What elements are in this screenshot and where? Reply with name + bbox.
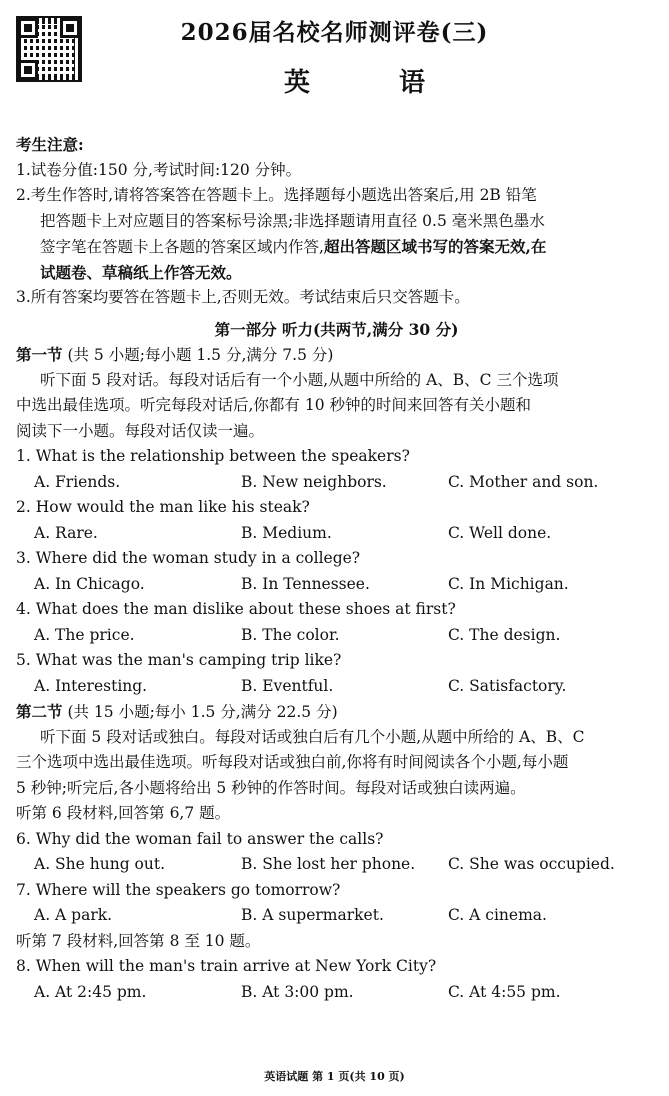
section1-label: 第一节 <box>16 345 63 364</box>
subject-title: 英 语 <box>283 68 466 98</box>
option-a: A. In Chicago. <box>34 574 145 593</box>
question-1-options <box>16 470 657 496</box>
question-2-options <box>16 521 657 547</box>
section2-instruction-3: 5 秒钟;听完后,各小题将给出 5 秒钟的作答时间。每段对话或独白读两遍。 <box>16 778 526 797</box>
exam-body <box>16 132 657 1005</box>
notice-item-2-line-1: 2.考生作答时,请将答案答在答题卡上。选择题每小题选出答案后,用 2B 铅笔 <box>16 186 537 204</box>
question-1: 1. What is the relationship between the speakers? <box>16 447 410 465</box>
notice-item-1: 1.试卷分值:150 分,考试时间:120 分钟。 <box>16 160 302 179</box>
question-4: 4. What does the man dislike about these shoes at first? <box>16 600 456 618</box>
question-6: 6. Why did the woman fail to answer the calls? <box>16 829 384 848</box>
question-4-options <box>16 623 657 649</box>
question-7-options <box>16 903 657 929</box>
option-c: C. In Michigan. <box>448 574 569 593</box>
notice-item-2-line-3 <box>16 234 657 260</box>
section2-instruction-1: 听下面 5 段对话或独白。每段对话或独白后有几个小题,从题中所给的 A、B、C <box>40 727 585 746</box>
notice-item-2-line-4: 试题卷、草稿纸上作答无效。 <box>40 262 242 282</box>
part1-heading: 第一部分 听力(共两节,满分 30 分) <box>214 319 459 339</box>
page-footer: 英语试题 第 1 页(共 10 页) <box>264 1070 405 1083</box>
option-b: B. Eventful. <box>241 676 334 695</box>
option-b: B. In Tennessee. <box>241 574 370 593</box>
option-c: C. At 4:55 pm. <box>448 982 561 1001</box>
question-7: 7. Where will the speakers go tomorrow? <box>16 880 341 899</box>
option-c: C. She was occupied. <box>448 855 615 873</box>
option-b: B. New neighbors. <box>241 472 387 491</box>
section1-instruction-2: 中选出最佳选项。听完每段对话后,你都有 10 秒钟的时间来回答有关小题和 <box>16 396 532 414</box>
section2-info: (共 15 小题;每小 1.5 分,满分 22.5 分) <box>67 703 338 721</box>
option-b: B. At 3:00 pm. <box>241 982 354 1001</box>
section1-info: (共 5 小题;每小题 1.5 分,满分 7.5 分) <box>67 346 334 364</box>
section2-instruction-2: 三个选项中选出最佳选项。听每段对话或独白前,你将有时间阅读各个小题,每小题 <box>16 753 569 771</box>
section2-heading <box>16 699 657 725</box>
option-a: A. At 2:45 pm. <box>34 982 147 1001</box>
material-7-label: 听第 7 段材料,回答第 8 至 10 题。 <box>16 931 261 950</box>
option-b: B. A supermarket. <box>241 906 384 924</box>
option-c: C. Mother and son. <box>448 472 599 491</box>
option-a: A. She hung out. <box>34 855 166 873</box>
question-8-options <box>16 980 657 1006</box>
option-a: A. Rare. <box>34 523 98 542</box>
notice-item-3: 3.所有答案均要答在答题卡上,否则无效。考试结束后只交答题卡。 <box>16 288 470 306</box>
option-a: A. A park. <box>34 906 113 924</box>
question-5-options <box>16 674 657 700</box>
option-b: B. Medium. <box>241 523 332 542</box>
section1-heading <box>16 342 657 368</box>
question-6-options <box>16 852 657 878</box>
question-3: 3. Where did the woman study in a college? <box>16 549 361 567</box>
option-a: A. The price. <box>34 625 135 644</box>
notice-item-2-line-2: 把答题卡上对应题目的答案标号涂黑;非选择题请用直径 0.5 毫米黑色墨水 <box>40 211 545 230</box>
option-a: A. Friends. <box>34 472 121 491</box>
option-c: C. A cinema. <box>448 906 547 924</box>
section1-instruction-3: 阅读下一小题。每段对话仅读一遍。 <box>16 421 265 440</box>
question-8: 8. When will the man's train arrive at New York City? <box>16 957 437 975</box>
option-c: C. Well done. <box>448 523 552 542</box>
question-2: 2. How would the man like his steak? <box>16 498 310 516</box>
option-b: B. The color. <box>241 625 340 644</box>
question-5: 5. What was the man's camping trip like? <box>16 651 342 669</box>
material-6-label: 听第 6 段材料,回答第 6,7 题。 <box>16 804 231 822</box>
section2-label: 第二节 <box>16 702 63 721</box>
option-b: B. She lost her phone. <box>241 855 416 873</box>
option-c: C. The design. <box>448 625 561 644</box>
notice-item-2-line-3a: 签字笔在答题卡上各题的答案区域内作答, <box>40 238 324 256</box>
option-a: A. Interesting. <box>34 676 148 695</box>
notice-heading: 考生注意: <box>16 135 84 154</box>
option-c: C. Satisfactory. <box>448 676 567 695</box>
notice-item-2-line-3b: 超出答题区域书写的答案无效,在 <box>323 237 547 256</box>
exam-title: 2026届名校名师测评卷(三) <box>180 19 489 46</box>
question-3-options <box>16 572 657 598</box>
section1-instruction-1: 听下面 5 段对话。每段对话后有一个小题,从题中所给的 A、B、C 三个选项 <box>40 370 559 389</box>
